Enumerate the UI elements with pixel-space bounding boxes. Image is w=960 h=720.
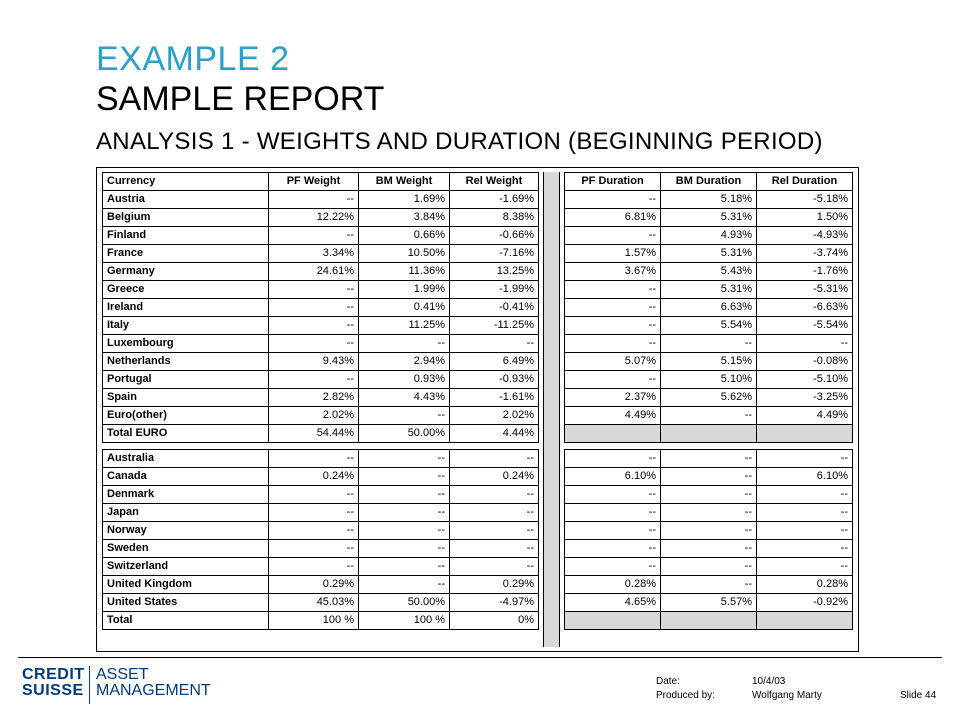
weight-cell: 45.03% [269, 594, 359, 612]
duration-cell [661, 612, 757, 630]
weight-cell: 54.44% [269, 425, 359, 443]
column-header: Currency [103, 173, 269, 191]
table-row [103, 353, 539, 371]
weight-cell: 1.99% [359, 281, 450, 299]
duration-cell: -- [565, 450, 661, 468]
table-row [565, 522, 853, 540]
weight-cell: -4.97% [450, 594, 539, 612]
slide-subtitle: SAMPLE REPORT [96, 80, 385, 118]
row-gap [565, 443, 853, 450]
currency-cell: Spain [103, 389, 269, 407]
currency-cell: France [103, 245, 269, 263]
date-value: 10/4/03 [752, 676, 786, 687]
duration-cell: -- [661, 407, 757, 425]
weight-cell: 0.24% [450, 468, 539, 486]
duration-cell: -- [661, 522, 757, 540]
table-row [565, 540, 853, 558]
header-row [565, 173, 853, 191]
table-row [565, 594, 853, 612]
table-row [103, 245, 539, 263]
table-row [565, 353, 853, 371]
duration-cell: 5.54% [661, 317, 757, 335]
currency-cell: Belgium [103, 209, 269, 227]
duration-cell [565, 425, 661, 443]
currency-cell: Luxembourg [103, 335, 269, 353]
duration-cell: 5.31% [661, 245, 757, 263]
duration-cell: 5.15% [661, 353, 757, 371]
table-row [103, 335, 539, 353]
duration-cell: 2.37% [565, 389, 661, 407]
duration-cell: -- [565, 558, 661, 576]
currency-cell: Norway [103, 522, 269, 540]
table-row [103, 504, 539, 522]
duration-cell: -- [757, 335, 853, 353]
weight-cell: -- [359, 558, 450, 576]
duration-cell: 6.81% [565, 209, 661, 227]
weight-cell: -- [269, 371, 359, 389]
column-header: Rel Weight [450, 173, 539, 191]
weight-cell: -- [269, 317, 359, 335]
duration-cell: -- [565, 281, 661, 299]
currency-cell: Greece [103, 281, 269, 299]
table-row [565, 335, 853, 353]
row-gap [103, 443, 539, 450]
duration-cell: -5.10% [757, 371, 853, 389]
weight-cell: 0.41% [359, 299, 450, 317]
weight-cell: -- [450, 450, 539, 468]
weight-cell: -- [450, 504, 539, 522]
duration-cell [757, 425, 853, 443]
weights-table [102, 172, 539, 630]
weight-cell: 50.00% [359, 425, 450, 443]
duration-cell: 5.07% [565, 353, 661, 371]
currency-cell: Netherlands [103, 353, 269, 371]
currency-cell: Ireland [103, 299, 269, 317]
table-row [103, 371, 539, 389]
duration-cell: -0.08% [757, 353, 853, 371]
duration-cell: -- [757, 540, 853, 558]
weight-cell: -- [269, 540, 359, 558]
weight-cell: -- [269, 299, 359, 317]
weight-cell: 2.02% [450, 407, 539, 425]
currency-cell: Finland [103, 227, 269, 245]
table-row [103, 594, 539, 612]
weight-cell: -- [269, 558, 359, 576]
duration-cell: 6.10% [757, 468, 853, 486]
table-row [565, 425, 853, 443]
weight-cell: 0.66% [359, 227, 450, 245]
weight-cell: 100 % [359, 612, 450, 630]
weight-cell: 3.84% [359, 209, 450, 227]
currency-cell: Euro(other) [103, 407, 269, 425]
duration-cell: 4.65% [565, 594, 661, 612]
duration-cell: -- [565, 335, 661, 353]
currency-cell: Sweden [103, 540, 269, 558]
table-row [103, 191, 539, 209]
table-row [103, 558, 539, 576]
duration-table [564, 172, 853, 630]
weight-cell: -- [269, 450, 359, 468]
weight-cell: -- [450, 540, 539, 558]
duration-cell: -- [661, 558, 757, 576]
table-row [103, 450, 539, 468]
duration-cell [661, 425, 757, 443]
weight-cell: 0.93% [359, 371, 450, 389]
currency-cell: Austria [103, 191, 269, 209]
weight-cell: 3.34% [269, 245, 359, 263]
table-row [565, 245, 853, 263]
duration-cell: 6.63% [661, 299, 757, 317]
column-header: BM Duration [661, 173, 757, 191]
weight-cell: -- [269, 486, 359, 504]
table-row [103, 425, 539, 443]
duration-cell: -- [757, 486, 853, 504]
duration-cell: 5.43% [661, 263, 757, 281]
table-row [565, 486, 853, 504]
separator-column [543, 172, 560, 647]
weight-cell: 13.25% [450, 263, 539, 281]
duration-cell: -0.92% [757, 594, 853, 612]
currency-cell: Switzerland [103, 558, 269, 576]
currency-cell: Denmark [103, 486, 269, 504]
weight-cell: 0% [450, 612, 539, 630]
table-row [565, 281, 853, 299]
duration-cell: -- [661, 468, 757, 486]
weight-cell: -1.61% [450, 389, 539, 407]
weight-cell: -- [359, 522, 450, 540]
table-row [565, 371, 853, 389]
duration-cell: -1.76% [757, 263, 853, 281]
column-header: PF Duration [565, 173, 661, 191]
weight-cell: 11.25% [359, 317, 450, 335]
duration-cell: -- [661, 450, 757, 468]
weight-cell: 1.69% [359, 191, 450, 209]
weight-cell: 24.61% [269, 263, 359, 281]
slide-number: Slide 44 [900, 690, 937, 701]
weight-cell: 100 % [269, 612, 359, 630]
produced-by-label: Produced by: [656, 690, 715, 701]
table-row [103, 389, 539, 407]
weight-cell: 8.38% [450, 209, 539, 227]
duration-cell: -- [757, 450, 853, 468]
weight-cell: 2.02% [269, 407, 359, 425]
table-row [565, 389, 853, 407]
duration-cell: 1.50% [757, 209, 853, 227]
weight-cell: -- [269, 335, 359, 353]
duration-cell: -- [565, 299, 661, 317]
analysis-heading: ANALYSIS 1 - WEIGHTS AND DURATION (BEGINNING PERIOD) [96, 128, 823, 155]
duration-cell: 6.10% [565, 468, 661, 486]
table-row [565, 227, 853, 245]
weight-cell: 11.36% [359, 263, 450, 281]
currency-cell: Total [103, 612, 269, 630]
weight-cell: -- [269, 281, 359, 299]
weight-cell: -- [269, 227, 359, 245]
table-row [103, 522, 539, 540]
weight-cell: -1.99% [450, 281, 539, 299]
weight-cell: -- [359, 468, 450, 486]
weight-cell: 9.43% [269, 353, 359, 371]
weight-cell: -- [450, 335, 539, 353]
weight-cell: -7.16% [450, 245, 539, 263]
currency-cell: Portugal [103, 371, 269, 389]
duration-cell: 5.57% [661, 594, 757, 612]
weight-cell: 4.43% [359, 389, 450, 407]
duration-cell: -4.93% [757, 227, 853, 245]
weight-cell: -- [450, 558, 539, 576]
duration-cell: -- [757, 504, 853, 522]
table-row [565, 407, 853, 425]
weight-cell: -- [269, 504, 359, 522]
duration-cell: -- [565, 371, 661, 389]
table-row [565, 299, 853, 317]
table-row [565, 576, 853, 594]
duration-cell: 0.28% [757, 576, 853, 594]
table-row [103, 468, 539, 486]
weight-cell: -1.69% [450, 191, 539, 209]
weight-cell: 50.00% [359, 594, 450, 612]
duration-cell: 0.28% [565, 576, 661, 594]
table-row [565, 450, 853, 468]
logo-divider [89, 666, 90, 704]
table-row [565, 468, 853, 486]
weight-cell: -- [359, 504, 450, 522]
duration-cell: -- [661, 540, 757, 558]
duration-cell: -- [565, 522, 661, 540]
table-row [565, 263, 853, 281]
currency-cell: United Kingdom [103, 576, 269, 594]
duration-cell: 4.93% [661, 227, 757, 245]
table-row [103, 281, 539, 299]
duration-cell: -- [565, 504, 661, 522]
asset-management-logo: ASSET MANAGEMENT [96, 666, 211, 699]
duration-cell: -6.63% [757, 299, 853, 317]
duration-cell: -- [565, 227, 661, 245]
table-row [103, 299, 539, 317]
duration-cell: -- [565, 486, 661, 504]
currency-cell: Japan [103, 504, 269, 522]
footer-divider [18, 657, 942, 658]
duration-cell: -5.31% [757, 281, 853, 299]
weight-cell: -- [359, 450, 450, 468]
weight-cell: -- [269, 191, 359, 209]
weight-cell: -0.41% [450, 299, 539, 317]
weight-cell: 2.94% [359, 353, 450, 371]
column-header: BM Weight [359, 173, 450, 191]
duration-cell [565, 612, 661, 630]
table-row [565, 191, 853, 209]
weight-cell: 10.50% [359, 245, 450, 263]
duration-cell: 5.62% [661, 389, 757, 407]
duration-cell: 5.18% [661, 191, 757, 209]
duration-cell: -- [565, 540, 661, 558]
duration-cell: -- [757, 558, 853, 576]
currency-cell: Australia [103, 450, 269, 468]
currency-cell: United States [103, 594, 269, 612]
date-label: Date: [656, 676, 680, 687]
duration-cell: -- [661, 486, 757, 504]
produced-by-value: Wolfgang Marty [752, 690, 822, 701]
slide-title: EXAMPLE 2 [96, 40, 290, 78]
table-row [103, 540, 539, 558]
weight-cell: 6.49% [450, 353, 539, 371]
weight-cell: -- [359, 407, 450, 425]
duration-cell: 1.57% [565, 245, 661, 263]
table-row [103, 612, 539, 630]
duration-cell: 3.67% [565, 263, 661, 281]
table-row [103, 317, 539, 335]
duration-cell: -5.54% [757, 317, 853, 335]
duration-cell: -- [565, 317, 661, 335]
table-row [103, 227, 539, 245]
table-row [565, 558, 853, 576]
table-row [565, 504, 853, 522]
duration-cell: -3.74% [757, 245, 853, 263]
table-row [103, 263, 539, 281]
header-row [103, 173, 539, 191]
duration-cell: -3.25% [757, 389, 853, 407]
duration-cell: -- [661, 504, 757, 522]
weight-cell: -0.93% [450, 371, 539, 389]
table-row [103, 407, 539, 425]
duration-cell: -- [661, 335, 757, 353]
currency-cell: Germany [103, 263, 269, 281]
table-row [565, 209, 853, 227]
weight-cell: 12.22% [269, 209, 359, 227]
duration-cell: 4.49% [757, 407, 853, 425]
currency-cell: Total EURO [103, 425, 269, 443]
duration-cell [757, 612, 853, 630]
column-header: Rel Duration [757, 173, 853, 191]
table-row [565, 612, 853, 630]
duration-cell: -5.18% [757, 191, 853, 209]
weight-cell: -11.25% [450, 317, 539, 335]
weight-cell: -- [359, 576, 450, 594]
weight-cell: -0.66% [450, 227, 539, 245]
credit-suisse-logo: CREDIT SUISSE [22, 666, 85, 699]
duration-cell: 5.10% [661, 371, 757, 389]
duration-cell: 4.49% [565, 407, 661, 425]
duration-cell: 5.31% [661, 209, 757, 227]
weight-cell: 0.29% [269, 576, 359, 594]
column-header: PF Weight [269, 173, 359, 191]
weight-cell: -- [269, 522, 359, 540]
table-row [565, 317, 853, 335]
currency-cell: Canada [103, 468, 269, 486]
weight-cell: -- [450, 486, 539, 504]
weight-cell: -- [359, 335, 450, 353]
weight-cell: -- [359, 540, 450, 558]
duration-cell: 5.31% [661, 281, 757, 299]
duration-cell: -- [757, 522, 853, 540]
weight-cell: 4.44% [450, 425, 539, 443]
duration-cell: -- [661, 576, 757, 594]
weight-cell: -- [450, 522, 539, 540]
duration-cell: -- [565, 191, 661, 209]
weight-cell: -- [359, 486, 450, 504]
weight-cell: 2.82% [269, 389, 359, 407]
weight-cell: 0.24% [269, 468, 359, 486]
table-row [103, 486, 539, 504]
weight-cell: 0.29% [450, 576, 539, 594]
table-row [103, 576, 539, 594]
table-row [103, 209, 539, 227]
currency-cell: Italy [103, 317, 269, 335]
